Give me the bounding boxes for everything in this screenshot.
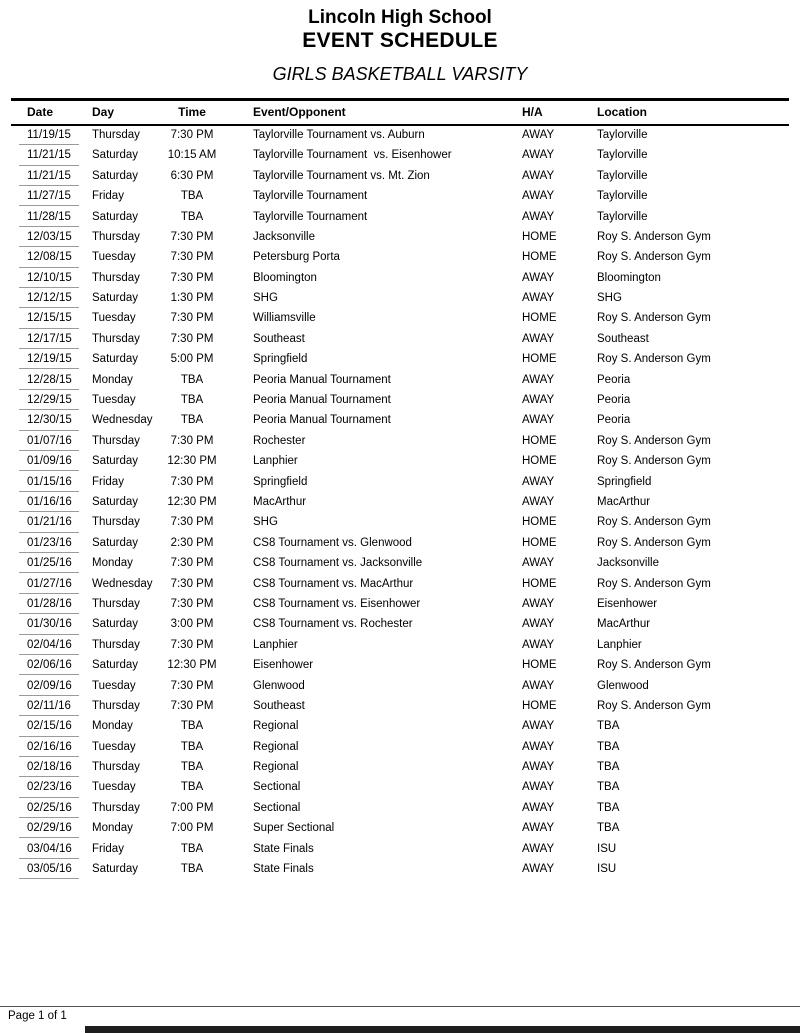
date-cell: 12/17/15 [11, 329, 84, 349]
school-name: Lincoln High School [308, 7, 492, 28]
time-cell: 6:30 PM [170, 169, 214, 182]
ha-cell: AWAY [522, 169, 555, 182]
event-cell: Taylorville Tournament [253, 210, 368, 223]
ha-cell: AWAY [522, 373, 555, 386]
event-cell: Rochester [253, 434, 306, 447]
time-cell: TBA [180, 210, 204, 223]
location-cell: TBA [597, 720, 620, 733]
header-row [11, 99, 789, 125]
date-cell: 01/07/16 [11, 431, 84, 451]
time-cell: 7:30 PM [170, 679, 214, 692]
table-row [11, 533, 789, 553]
event-cell: Regional [253, 720, 299, 733]
event-cell: Taylorville Tournament [253, 190, 368, 203]
day-cell: Thursday [92, 129, 140, 142]
date-cell: 02/09/16 [11, 675, 84, 695]
location-cell: TBA [597, 801, 620, 814]
table-row [11, 757, 789, 777]
ha-cell: AWAY [522, 210, 555, 223]
location-cell: Jacksonville [597, 557, 659, 570]
table-row [11, 247, 789, 267]
column-header-event: Event/Opponent [253, 104, 346, 119]
day-cell: Monday [92, 822, 133, 835]
date-cell: 01/16/16 [11, 492, 84, 512]
ha-cell: AWAY [522, 597, 555, 610]
event-cell: Petersburg Porta [253, 251, 340, 264]
table-row [11, 145, 789, 165]
location-cell: Peoria [597, 414, 631, 427]
day-cell: Saturday [92, 618, 139, 631]
date-cell: 03/05/16 [11, 859, 84, 879]
day-cell: Tuesday [92, 781, 136, 794]
page-header [0, 0, 800, 85]
ha-cell: AWAY [522, 781, 555, 794]
time-cell: 7:30 PM [170, 577, 214, 590]
table-row [11, 777, 789, 797]
time-cell: TBA [180, 414, 204, 427]
event-cell: Southeast [253, 699, 305, 712]
location-cell: MacArthur [597, 618, 651, 631]
table-row [11, 186, 789, 206]
day-cell: Wednesday [92, 577, 153, 590]
day-cell: Saturday [92, 210, 139, 223]
day-cell: Thursday [92, 801, 140, 814]
time-cell: 7:30 PM [170, 312, 214, 325]
location-cell: Roy S. Anderson Gym [597, 699, 711, 712]
event-cell: Sectional [253, 801, 301, 814]
ha-cell: HOME [522, 251, 557, 264]
ha-cell: AWAY [522, 618, 555, 631]
date-cell: 02/04/16 [11, 635, 84, 655]
day-cell: Saturday [92, 169, 139, 182]
day-cell: Tuesday [92, 394, 136, 407]
date-cell: 12/29/15 [11, 390, 84, 410]
ha-cell: AWAY [522, 271, 555, 284]
time-cell: 7:30 PM [170, 434, 214, 447]
date-cell: 12/12/15 [11, 288, 84, 308]
table-row [11, 594, 789, 614]
date-cell: 01/23/16 [11, 533, 84, 553]
page-number-label: Page 1 of 1 [8, 1010, 67, 1022]
location-cell: Springfield [597, 475, 652, 488]
time-cell: 12:30 PM [167, 496, 217, 508]
time-cell: 1:30 PM [170, 292, 214, 305]
event-cell: CS8 Tournament vs. MacArthur [253, 577, 414, 590]
day-cell: Monday [92, 373, 133, 386]
day-cell: Thursday [92, 761, 140, 774]
event-cell: Peoria Manual Tournament [253, 414, 391, 427]
page-title: EVENT SCHEDULE [302, 28, 498, 52]
ha-cell: HOME [522, 312, 557, 325]
schedule-table-body [11, 125, 789, 879]
time-cell: 2:30 PM [170, 536, 214, 549]
time-cell: 7:30 PM [170, 271, 214, 284]
time-cell: 7:30 PM [170, 557, 214, 570]
day-cell: Friday [92, 190, 124, 203]
day-cell: Saturday [92, 455, 139, 468]
location-cell: Roy S. Anderson Gym [597, 434, 711, 447]
location-cell: Roy S. Anderson Gym [597, 659, 711, 672]
table-row [11, 512, 789, 532]
time-cell: TBA [180, 394, 204, 407]
event-cell: Springfield [253, 475, 308, 488]
date-cell: 02/16/16 [11, 737, 84, 757]
event-cell: Glenwood [253, 679, 305, 692]
column-header-time: Time [178, 104, 206, 119]
time-cell: 7:30 PM [170, 332, 214, 345]
location-cell: Taylorville [597, 210, 648, 223]
ha-cell: AWAY [522, 801, 555, 814]
event-cell: SHG [253, 292, 278, 305]
day-cell: Friday [92, 475, 124, 488]
table-row [11, 492, 789, 512]
time-cell: 7:30 PM [170, 597, 214, 610]
ha-cell: AWAY [522, 190, 555, 203]
time-cell: 5:00 PM [170, 353, 214, 366]
time-cell: 7:00 PM [170, 822, 214, 835]
table-row [11, 227, 789, 247]
event-cell: Springfield [253, 353, 308, 366]
date-cell: 01/09/16 [11, 451, 84, 471]
date-cell: 02/15/16 [11, 716, 84, 736]
table-row [11, 818, 789, 838]
date-cell: 11/21/15 [11, 166, 84, 186]
table-row [11, 737, 789, 757]
table-row [11, 675, 789, 695]
ha-cell: AWAY [522, 394, 555, 407]
event-cell: Peoria Manual Tournament [253, 373, 391, 386]
location-cell: Lanphier [597, 638, 642, 651]
location-cell: Roy S. Anderson Gym [597, 251, 711, 264]
time-cell: 7:00 PM [170, 801, 214, 814]
event-cell: Regional [253, 761, 299, 774]
event-cell: Super Sectional [253, 822, 335, 835]
date-cell: 02/06/16 [11, 655, 84, 675]
day-cell: Tuesday [92, 740, 136, 753]
location-cell: Eisenhower [597, 597, 658, 610]
ha-cell: AWAY [522, 129, 555, 142]
table-row [11, 635, 789, 655]
event-cell: State Finals [253, 842, 314, 855]
date-cell: 02/25/16 [11, 798, 84, 818]
table-row [11, 451, 789, 471]
day-cell: Wednesday [92, 414, 153, 427]
location-cell: Taylorville [597, 169, 648, 182]
location-cell: Roy S. Anderson Gym [597, 455, 711, 468]
day-cell: Thursday [92, 332, 140, 345]
day-cell: Thursday [92, 271, 140, 284]
event-cell: Jacksonville [253, 230, 315, 243]
day-cell: Saturday [92, 496, 139, 508]
time-cell: 7:30 PM [170, 230, 214, 243]
event-cell: Eisenhower [253, 659, 314, 672]
date-cell: 11/28/15 [11, 206, 84, 226]
table-row [11, 268, 789, 288]
event-cell: CS8 Tournament vs. Rochester [253, 618, 413, 631]
event-cell: Regional [253, 740, 299, 753]
location-cell: ISU [597, 842, 617, 855]
event-cell: CS8 Tournament vs. Glenwood [253, 536, 412, 549]
date-cell: 01/25/16 [11, 553, 84, 573]
table-row [11, 206, 789, 226]
date-cell: 12/08/15 [11, 247, 84, 267]
ha-cell: AWAY [522, 822, 555, 835]
ha-cell: AWAY [522, 842, 555, 855]
column-header-ha: H/A [522, 104, 543, 119]
table-row [11, 471, 789, 491]
day-cell: Thursday [92, 434, 140, 447]
location-cell: Roy S. Anderson Gym [597, 230, 711, 243]
day-cell: Thursday [92, 597, 140, 610]
location-cell: Taylorville [597, 129, 648, 142]
ha-cell: AWAY [522, 332, 555, 345]
time-cell: 3:00 PM [170, 618, 214, 631]
page-subtitle: GIRLS BASKETBALL VARSITY [272, 63, 528, 84]
location-cell: Roy S. Anderson Gym [597, 577, 711, 590]
event-cell: CS8 Tournament vs. Jacksonville [253, 557, 423, 570]
event-cell: Taylorville Tournament vs. Auburn [253, 129, 425, 142]
schedule-table [11, 98, 789, 879]
time-cell: 7:30 PM [170, 129, 214, 142]
time-cell: 7:30 PM [170, 638, 214, 651]
location-cell: TBA [597, 822, 620, 835]
date-cell: 02/11/16 [11, 696, 84, 716]
location-cell: Bloomington [597, 271, 661, 284]
date-cell: 01/15/16 [11, 471, 84, 491]
ha-cell: HOME [522, 353, 557, 366]
ha-cell: AWAY [522, 149, 555, 162]
time-cell: 12:30 PM [167, 455, 217, 468]
date-cell: 11/19/15 [11, 125, 84, 145]
day-cell: Saturday [92, 292, 139, 305]
event-cell: Taylorville Tournament vs. Eisenhower [253, 149, 452, 162]
ha-cell: AWAY [522, 679, 555, 692]
table-row [11, 859, 789, 879]
time-cell: TBA [180, 863, 204, 876]
time-cell: TBA [180, 373, 204, 386]
ha-cell: HOME [522, 434, 557, 447]
table-row [11, 838, 789, 858]
time-cell: 7:30 PM [170, 699, 214, 712]
time-cell: TBA [180, 720, 204, 733]
ha-cell: HOME [522, 659, 557, 672]
day-cell: Tuesday [92, 312, 136, 325]
date-cell: 12/10/15 [11, 268, 84, 288]
table-row [11, 349, 789, 369]
day-cell: Tuesday [92, 251, 136, 264]
column-header-location: Location [597, 104, 647, 119]
ha-cell: HOME [522, 536, 557, 549]
location-cell: Roy S. Anderson Gym [597, 353, 711, 366]
ha-cell: HOME [522, 699, 557, 712]
event-cell: Sectional [253, 781, 301, 794]
date-cell: 11/21/15 [11, 145, 84, 165]
date-cell: 02/18/16 [11, 757, 84, 777]
location-cell: Roy S. Anderson Gym [597, 516, 711, 529]
time-cell: TBA [180, 842, 204, 855]
event-cell: Lanphier [253, 638, 298, 651]
location-cell: Roy S. Anderson Gym [597, 536, 711, 549]
bottom-bar [85, 1026, 800, 1033]
day-cell: Saturday [92, 149, 139, 162]
time-cell: 7:30 PM [170, 251, 214, 264]
date-cell: 03/04/16 [11, 838, 84, 858]
table-row [11, 369, 789, 389]
table-row [11, 696, 789, 716]
table-row [11, 573, 789, 593]
ha-cell: AWAY [522, 475, 555, 488]
table-row [11, 166, 789, 186]
time-cell: TBA [180, 740, 204, 753]
day-cell: Tuesday [92, 679, 136, 692]
date-cell: 12/28/15 [11, 369, 84, 389]
location-cell: ISU [597, 863, 617, 876]
date-cell: 01/27/16 [11, 573, 84, 593]
date-cell: 01/21/16 [11, 512, 84, 532]
time-cell: TBA [180, 761, 204, 774]
ha-cell: HOME [522, 516, 557, 529]
date-cell: 12/19/15 [11, 349, 84, 369]
time-cell: TBA [180, 190, 204, 203]
location-cell: TBA [597, 781, 620, 794]
location-cell: Peoria [597, 394, 631, 407]
time-cell: 10:15 AM [167, 149, 217, 162]
day-cell: Thursday [92, 516, 140, 529]
location-cell: TBA [597, 761, 620, 774]
location-cell: Peoria [597, 373, 631, 386]
ha-cell: HOME [522, 455, 557, 468]
date-cell: 12/30/15 [11, 410, 84, 430]
event-cell: SHG [253, 516, 278, 529]
event-cell: Southeast [253, 332, 305, 345]
table-row [11, 553, 789, 573]
date-cell: 02/29/16 [11, 818, 84, 838]
event-cell: Williamsville [253, 312, 316, 325]
ha-cell: AWAY [522, 414, 555, 427]
date-cell: 02/23/16 [11, 777, 84, 797]
ha-cell: AWAY [522, 761, 555, 774]
column-header-day: Day [92, 104, 115, 119]
time-cell: 12:30 PM [167, 659, 217, 672]
ha-cell: AWAY [522, 720, 555, 733]
table-row [11, 308, 789, 328]
table-row [11, 390, 789, 410]
day-cell: Thursday [92, 230, 140, 243]
table-row [11, 329, 789, 349]
table-row [11, 614, 789, 634]
ha-cell: HOME [522, 577, 557, 590]
ha-cell: HOME [522, 230, 557, 243]
event-cell: State Finals [253, 863, 314, 876]
event-cell: CS8 Tournament vs. Eisenhower [253, 597, 421, 610]
day-cell: Monday [92, 557, 133, 570]
table-row [11, 716, 789, 736]
ha-cell: AWAY [522, 740, 555, 753]
date-cell: 01/30/16 [11, 614, 84, 634]
ha-cell: AWAY [522, 496, 555, 508]
location-cell: MacArthur [597, 496, 651, 508]
date-cell: 01/28/16 [11, 594, 84, 614]
location-cell: Roy S. Anderson Gym [597, 312, 711, 325]
time-cell: TBA [180, 781, 204, 794]
location-cell: TBA [597, 740, 620, 753]
table-row [11, 410, 789, 430]
table-row [11, 125, 789, 145]
event-cell: Lanphier [253, 455, 298, 468]
date-cell: 12/15/15 [11, 308, 84, 328]
location-cell: Southeast [597, 332, 649, 345]
location-cell: SHG [597, 292, 622, 305]
day-cell: Saturday [92, 659, 139, 672]
day-cell: Monday [92, 720, 133, 733]
ha-cell: AWAY [522, 638, 555, 651]
event-cell: Taylorville Tournament vs. Mt. Zion [253, 169, 430, 182]
day-cell: Friday [92, 842, 124, 855]
day-cell: Saturday [92, 353, 139, 366]
day-cell: Saturday [92, 863, 139, 876]
ha-cell: AWAY [522, 557, 555, 570]
event-cell: MacArthur [253, 496, 307, 508]
time-cell: 7:30 PM [170, 516, 214, 529]
event-cell: Peoria Manual Tournament [253, 394, 391, 407]
footer-divider [0, 1006, 800, 1007]
location-cell: Taylorville [597, 190, 648, 203]
table-header [11, 99, 789, 125]
time-cell: 7:30 PM [170, 475, 214, 488]
location-cell: Glenwood [597, 679, 649, 692]
event-cell: Bloomington [253, 271, 317, 284]
table-row [11, 655, 789, 675]
date-cell: 12/03/15 [11, 227, 84, 247]
table-row [11, 288, 789, 308]
column-header-date: Date [27, 104, 54, 119]
ha-cell: AWAY [522, 863, 555, 876]
date-cell: 11/27/15 [11, 186, 84, 206]
day-cell: Thursday [92, 699, 140, 712]
table-row [11, 798, 789, 818]
day-cell: Thursday [92, 638, 140, 651]
ha-cell: AWAY [522, 292, 555, 305]
table-row [11, 431, 789, 451]
day-cell: Saturday [92, 536, 139, 549]
location-cell: Taylorville [597, 149, 648, 162]
